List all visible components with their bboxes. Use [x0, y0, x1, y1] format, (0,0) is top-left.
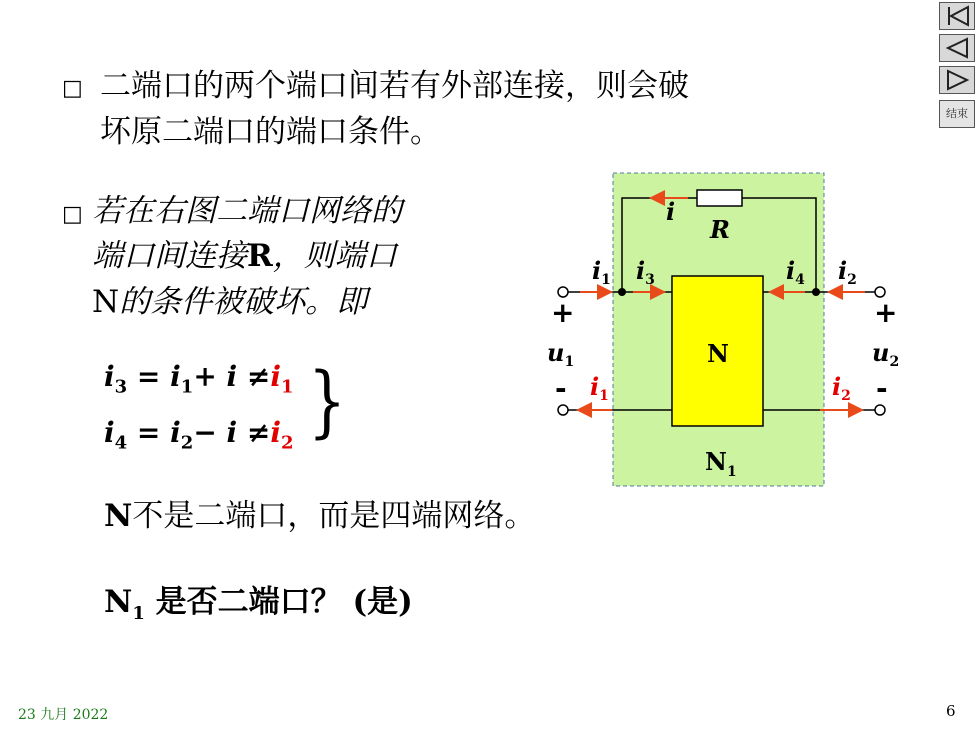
equation-1: $i_3 = i_1+ i \ne i_1$: [104, 360, 294, 398]
label-N1: $N_1$: [705, 447, 737, 480]
bullet2-line2: 端口间连接R，则端口: [92, 238, 397, 274]
node-left: [618, 288, 626, 296]
bullet2-line1: 若在右图二端口网络的: [92, 193, 402, 229]
label-u2: $u_2$: [872, 338, 900, 370]
bullet1-line2: 坏原二端口的端口条件。: [100, 114, 441, 150]
label-plus-left: +: [551, 296, 575, 329]
label-i1: $i_1$: [592, 256, 611, 288]
terminal-2-prime: [875, 405, 885, 415]
label-i2: $i_2$: [838, 256, 857, 288]
label-minus-right: -: [876, 372, 888, 405]
terminal-1-prime: [558, 405, 568, 415]
label-i3: $i_3$: [636, 256, 655, 288]
label-plus-right: +: [874, 296, 898, 329]
end-show-button[interactable]: 结束: [939, 100, 975, 128]
node-right: [812, 288, 820, 296]
label-minus-left: -: [555, 372, 567, 405]
label-i: i: [666, 197, 676, 226]
conclusion-line-2: $N_1$ 是否二端口？ (是): [104, 584, 413, 625]
footer-date: 23 九月 2022: [18, 707, 109, 723]
label-i4: $i_4$: [786, 256, 805, 288]
bullet-marker: □: [62, 76, 83, 101]
bullet2-line3: N的条件被破坏。即: [92, 284, 368, 320]
resistor: [697, 190, 742, 206]
bullet-marker: □: [62, 202, 83, 227]
equation-brace: }: [308, 356, 347, 448]
equation-2: $i_4 = i_2- i \ne i_2$: [104, 416, 294, 454]
label-u1: $u_1$: [547, 338, 575, 370]
label-N: N: [707, 339, 729, 368]
conclusion-line-1: N不是二端口，而是四端网络。: [104, 498, 536, 534]
label-R: R: [710, 215, 730, 244]
label-i2-return: $i_2$: [832, 372, 851, 404]
page-number: 6: [946, 702, 956, 720]
bullet1-line1: 二端口的两个端口间若有外部连接，则会破: [100, 68, 689, 104]
label-i1-return: $i_1$: [590, 372, 609, 404]
